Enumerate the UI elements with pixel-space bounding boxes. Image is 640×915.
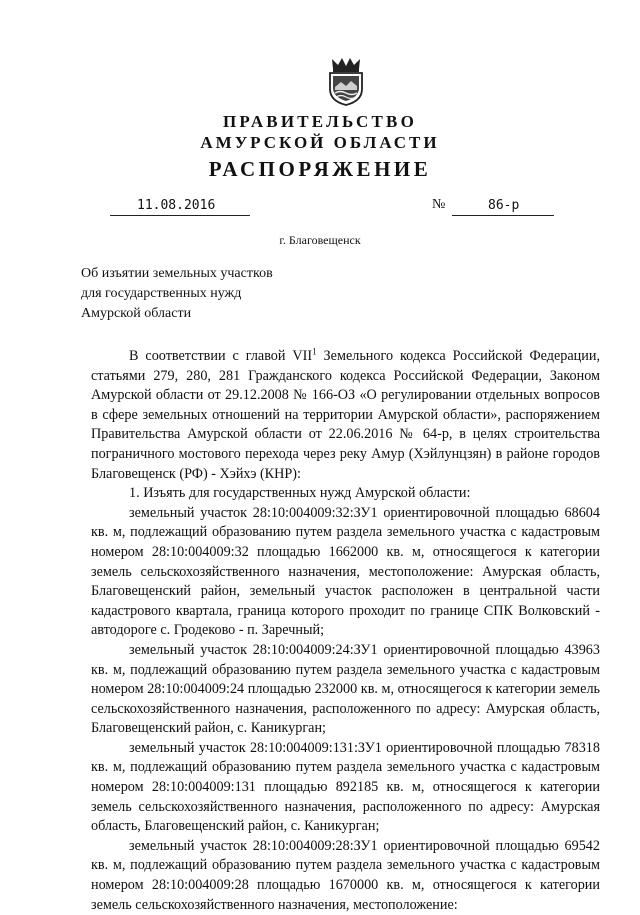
number-sign: № [432, 197, 446, 212]
land-plot-paragraph: земельный участок 28:10:004009:28:ЗУ1 ориентировочной площадью 69542 кв. м, подлежащий образованию путем раздела земельного участка с кадастровым номером 28:10:004009:28 площадью 1670000 кв. м, относящегося к категории земель сельскохозяйственного назначения, местоположение: [91, 837, 600, 913]
number-underline [452, 215, 554, 216]
city: г. Благовещенск [279, 233, 361, 247]
document-body [91, 347, 600, 915]
preamble-paragraph: В соответствии с главой VII$^1$ Земельного кодекса Российской Федерации, статьями 279, 280, 281 Гражданского кодекса Российской Федерации, Законом Амурской области от 29.12.2008 № 166-ОЗ «О регулировании отдельных вопросов в сфере земельных отношений на территории Амурской области», распоряжением Правительства Амурской области от 22.06.2016 № 64-р, в целях строительства пограничного мостового перехода через реку Амур (Хэйлунцзян) в районе городов Благовещенск (РФ) - Хэйхэ (КНР): [91, 346, 600, 482]
land-plot-paragraph: земельный участок 28:10:004009:24:ЗУ1 ориентировочной площадью 43963 кв. м, подлежащий образованию путем раздела земельного участка с кадастровым номером 28:10:004009:24 площадью 232000 кв. м, относящегося к категории земель сельскохозяйственного назначения, расположенного по адресу: Амурская область, Благовещенский район, с. Каникурган; [91, 641, 600, 737]
item-1: 1. Изъять для государственных нужд Амурской области: [129, 485, 471, 502]
subject-line: Амурской области [81, 306, 192, 321]
org-name-line1: ПРАВИТЕЛЬСТВО [223, 112, 417, 131]
land-plot-paragraph: земельный участок 28:10:004009:131:ЗУ1 ориентировочной площадью 78318 кв. м, подлежащий образованию путем раздела земельного участка с кадастровым номером 28:10:004009:131 площадью 892185 кв. м, относящегося к категории земель сельскохозяйственного назначения, расположенного по адресу: Амурская область, Благовещенский район, с. Каникурган; [91, 739, 600, 835]
document-subject [81, 264, 273, 324]
document-type: РАСПОРЯЖЕНИЕ [208, 157, 432, 181]
date-underline [110, 215, 250, 216]
coat-of-arms-icon [326, 55, 366, 107]
document-number: 86-р [488, 198, 520, 213]
org-name-line2: АМУРСКОЙ ОБЛАСТИ [200, 133, 440, 152]
land-plot-paragraph: земельный участок 28:10:004009:32:ЗУ1 ориентировочной площадью 68604 кв. м, подлежащий образованию путем раздела земельного участка с кадастровым номером 28:10:004009:32 площадью 1662000 кв. м, относящегося к категории земель сельскохозяйственного назначения, местоположение: Амурская область, Благовещенский район, земельный участок расположен в центральной части кадастрового квартала, граница которого проходит по границе СПК Волковский - автодороге с. Гродеково - п. Заречный; [91, 504, 600, 639]
document-date: 11.08.2016 [137, 198, 216, 213]
subject-line: для государственных нужд [81, 286, 242, 301]
subject-line: Об изъятии земельных участков [81, 266, 273, 281]
